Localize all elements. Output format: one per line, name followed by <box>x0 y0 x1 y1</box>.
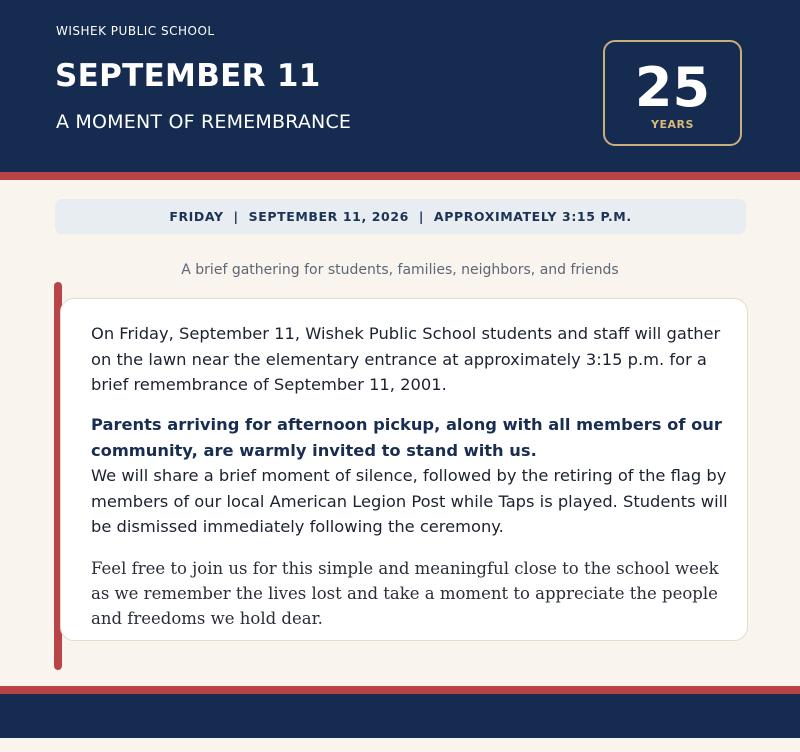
anniversary-badge <box>603 40 742 146</box>
footer-banner <box>0 694 800 738</box>
announcement-paragraph-3: Feel free to join us for this simple and meaningful close to the school week as we remember the lives lost and take a moment to appreciate the people and freedoms we hold dear. <box>91 559 719 628</box>
header-red-stripe <box>0 172 800 180</box>
announcement-paragraph-1: On Friday, September 11, Wishek Public School students and staff will gather on the lawn near the elementary entrance at approximately 3:15 p.m. for a brief remembrance of September 11, 2001. <box>91 324 721 394</box>
page-title: SEPTEMBER 11 <box>55 58 321 94</box>
event-tagline: A brief gathering for students, families, neighbors, and friends <box>181 262 619 278</box>
event-date-bar: FRIDAY | SEPTEMBER 11, 2026 | APPROXIMATELY 3:15 P.M. <box>55 199 746 234</box>
anniversary-years-label: YEARS <box>651 118 694 131</box>
anniversary-years-number: 25 <box>634 56 711 119</box>
footer-red-stripe <box>0 686 800 694</box>
school-name: WISHEK PUBLIC SCHOOL <box>56 24 215 38</box>
page-subtitle: A MOMENT OF REMEMBRANCE <box>56 111 352 133</box>
announcement-paragraph-2: We will share a brief moment of silence, followed by the retiring of the flag by members of our local American Legion Post while Taps is played. Students will be dismissed immediately following the ceremony. <box>91 466 728 536</box>
community-invitation: Parents arriving for afternoon pickup, along with all members of our community, are warmly invited to stand with us. <box>91 415 722 460</box>
